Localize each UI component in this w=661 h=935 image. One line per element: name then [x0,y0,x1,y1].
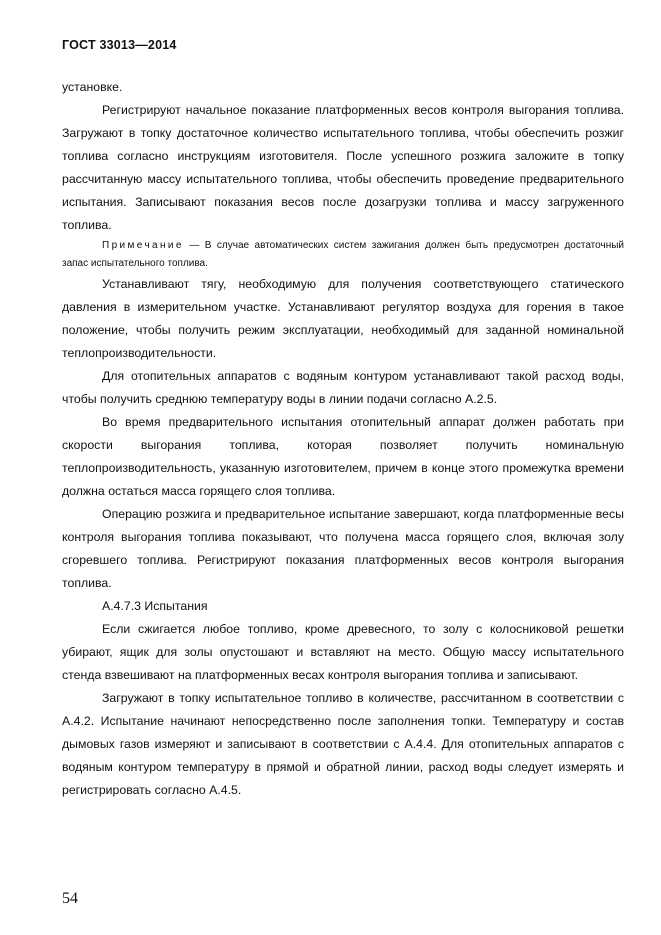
paragraph-ignition-complete: Операцию розжига и предварительное испытание завершают, когда платформенные весы контроля выгорания топлива показывают, что получена масса горящего слоя, включая золу сгоревшего топлива. Регистрируют показания платформенных весов контроля выгорания топлива. [62,507,624,590]
document-body [62,76,624,802]
note-text: — В случае автоматических систем зажигания должен быть предусмотрен достаточный запас испытательного топлива. [62,240,624,269]
paragraph-ash-removal: Если сжигается любое топливо, кроме древесного, то золу с колосниковой решетки убирают, ящик для золы опустошают и вставляют на место. Общую массу испытательного стенда взвешивают на платформенных весах контроля выгорания топлива и записывают. [62,622,624,682]
paragraph-initial-reading: Регистрируют начальное показание платформенных весов контроля выгорания топлива. Загружают в топку достаточное количество испытательного топлива, чтобы обеспечить розжиг топлива согласно инструкциям изготовителя. После успешного розжига заложите в топку рассчитанную массу испытательного топлива, чтобы обеспечить проведение предварительного испытания. Записывают показания весов после дозагрузки топлива и массу загруженного топлива. [62,103,624,232]
note-label: Примечание [102,240,184,251]
paragraph-test-start: Загружают в топку испытательное топливо в количестве, рассчитанном в соответствии с А.4.2. Испытание начинают непосредственно после заполнения топки. Температуру и состав дымовых газов измеряют и записывают в соответствии с А.4.4. Для отопительных аппаратов с водяным контуром температуру в прямой и обратной линии, расход воды следует измерять и регистрировать согласно А.4.5. [62,691,624,797]
paragraph-water-flow: Для отопительных аппаратов с водяным контуром устанавливают такой расход воды, чтобы получить среднюю температуру воды в линии подачи согласно А.2.5. [62,369,624,406]
paragraph-draft-setting: Устанавливают тягу, необходимую для получения соответствующего статического давления в измерительном участке. Устанавливают регулятор воздуха для горения в такое положение, чтобы получить режим эксплуатации, необходимый для заданной номинальной теплопроизводительности. [62,277,624,360]
document-header-standard-id: ГОСТ 33013—2014 [62,38,177,52]
section-heading: А.4.7.3 Испытания [102,599,208,613]
note [62,237,624,273]
paragraph-preliminary-test: Во время предварительного испытания отопительный аппарат должен работать при скорости выгорания топлива, которая позволяет получить номинальную теплопроизводительность, указанную изготовителем, причем в конце этого промежутка времени должна остаться масса горящего слоя топлива. [62,415,624,498]
page-number: 54 [62,890,78,907]
paragraph-continuation: установке. [62,80,123,94]
